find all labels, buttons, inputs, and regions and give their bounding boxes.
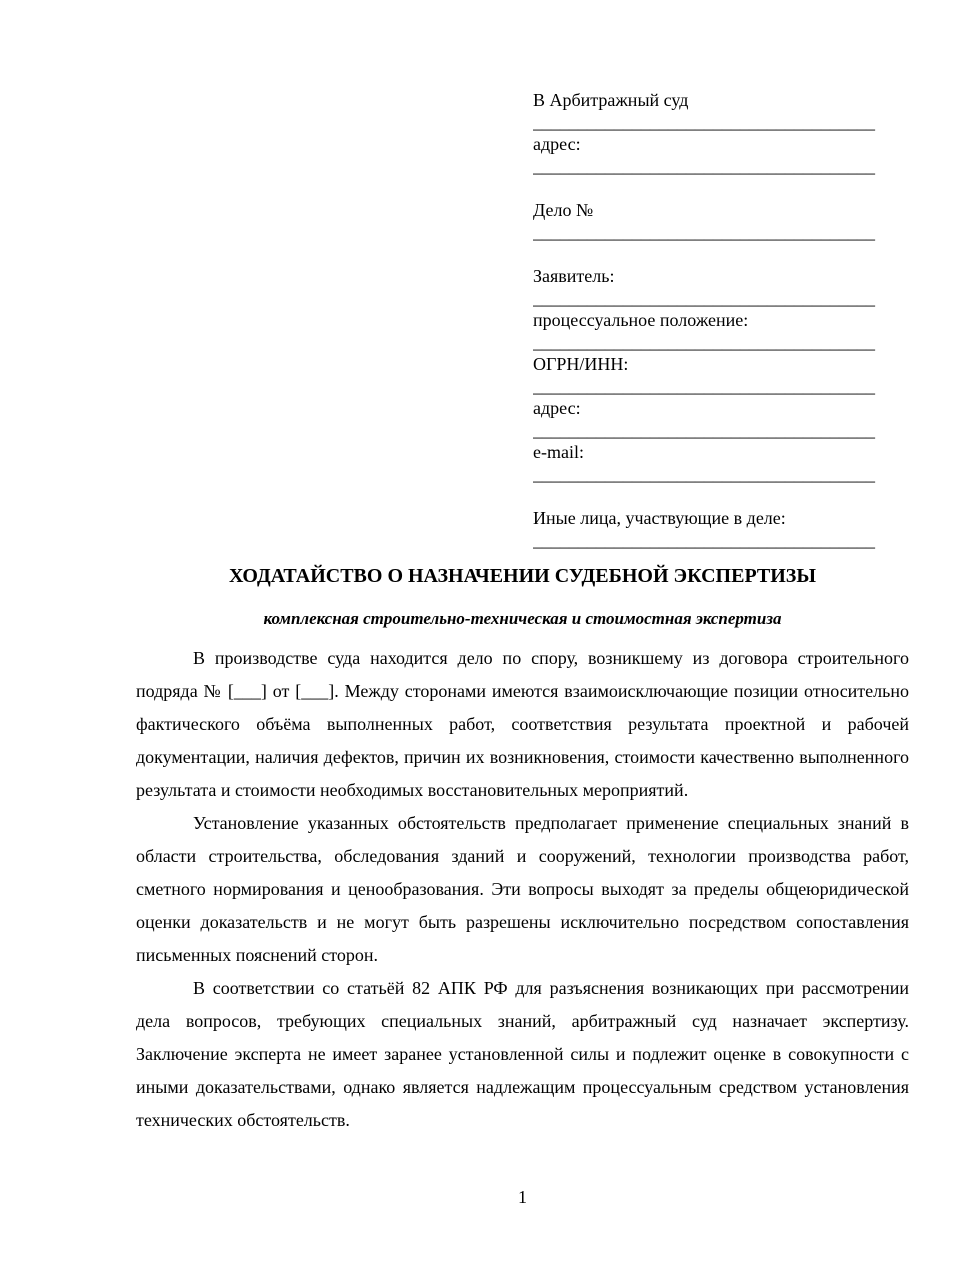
- court-blank-line: ______________________________________: [533, 112, 875, 132]
- other-parties-blank-line: ______________________________________: [533, 530, 875, 550]
- applicant-address-blank-line: ______________________________________: [533, 420, 875, 440]
- document-body: [136, 642, 909, 1137]
- body-paragraph-1: В производстве суда находится дело по спору, возникшему из договора строительного подряда № [___] от [___]. Между сторонами имеются взаимоисключающие позиции относительно фактического объёма выполненных работ, соответствия результата проектной и рабочей документации, наличия дефектов, причин их возникновения, стоимости качественно выполненного результата и стоимости необходимых восстановительных мероприятий.: [136, 648, 909, 800]
- other-parties-field: [533, 507, 899, 551]
- applicant-address-label: адрес:: [533, 398, 581, 418]
- case-number-field: [533, 199, 899, 243]
- court-label: В Арбитражный суд: [533, 90, 689, 110]
- spacer: [533, 243, 899, 265]
- court-address-field: [533, 133, 899, 177]
- ogrn-inn-blank-line: ______________________________________: [533, 376, 875, 396]
- document-title: ХОДАТАЙСТВО О НАЗНАЧЕНИИ СУДЕБНОЙ ЭКСПЕРТИЗЫ: [228, 565, 816, 587]
- court-address-label: адрес:: [533, 134, 581, 154]
- procedural-status-blank-line: ______________________________________: [533, 332, 875, 352]
- email-blank-line: ______________________________________: [533, 464, 875, 484]
- applicant-label: Заявитель:: [533, 266, 615, 286]
- applicant-field: [533, 265, 899, 309]
- email-field: [533, 441, 899, 485]
- document-subtitle: комплексная строительно-техническая и стоимостная экспертиза: [263, 609, 782, 628]
- case-number-blank-line: ______________________________________: [533, 222, 875, 242]
- body-paragraph-3: В соответствии со статьёй 82 АПК РФ для разъяснения возникающих при рассмотрении дела вопросов, требующих специальных знаний, арбитражный суд назначает экспертизу. Заключение эксперта не имеет заранее установленной силы и подлежит оценке в совокупности с иными доказательствами, однако является надлежащим процессуальным средством установления технических обстоятельств.: [136, 978, 909, 1130]
- other-parties-label: Иные лица, участвующие в деле:: [533, 508, 786, 528]
- body-paragraph-2: Установление указанных обстоятельств предполагает применение специальных знаний в области строительства, обследования зданий и сооружений, технологии производства работ, сметного нормирования и ценообразования. Эти вопросы выходят за пределы общеюридической оценки доказательств и не могут быть разрешены исключительно посредством сопоставления письменных пояснений сторон.: [136, 813, 909, 965]
- spacer: [533, 485, 899, 507]
- page-number: 1: [518, 1187, 527, 1207]
- ogrn-inn-label: ОГРН/ИНН:: [533, 354, 629, 374]
- procedural-status-label: процессуальное положение:: [533, 310, 749, 330]
- court-field: [533, 89, 899, 133]
- email-label: e-mail:: [533, 442, 584, 462]
- spacer: [533, 177, 899, 199]
- case-number-label: Дело №: [533, 200, 594, 220]
- applicant-address-field: [533, 397, 899, 441]
- addressee-block: [533, 89, 899, 551]
- ogrn-inn-field: [533, 353, 899, 397]
- court-address-blank-line: ______________________________________: [533, 156, 875, 176]
- procedural-status-field: [533, 309, 899, 353]
- applicant-blank-line: ______________________________________: [533, 288, 875, 308]
